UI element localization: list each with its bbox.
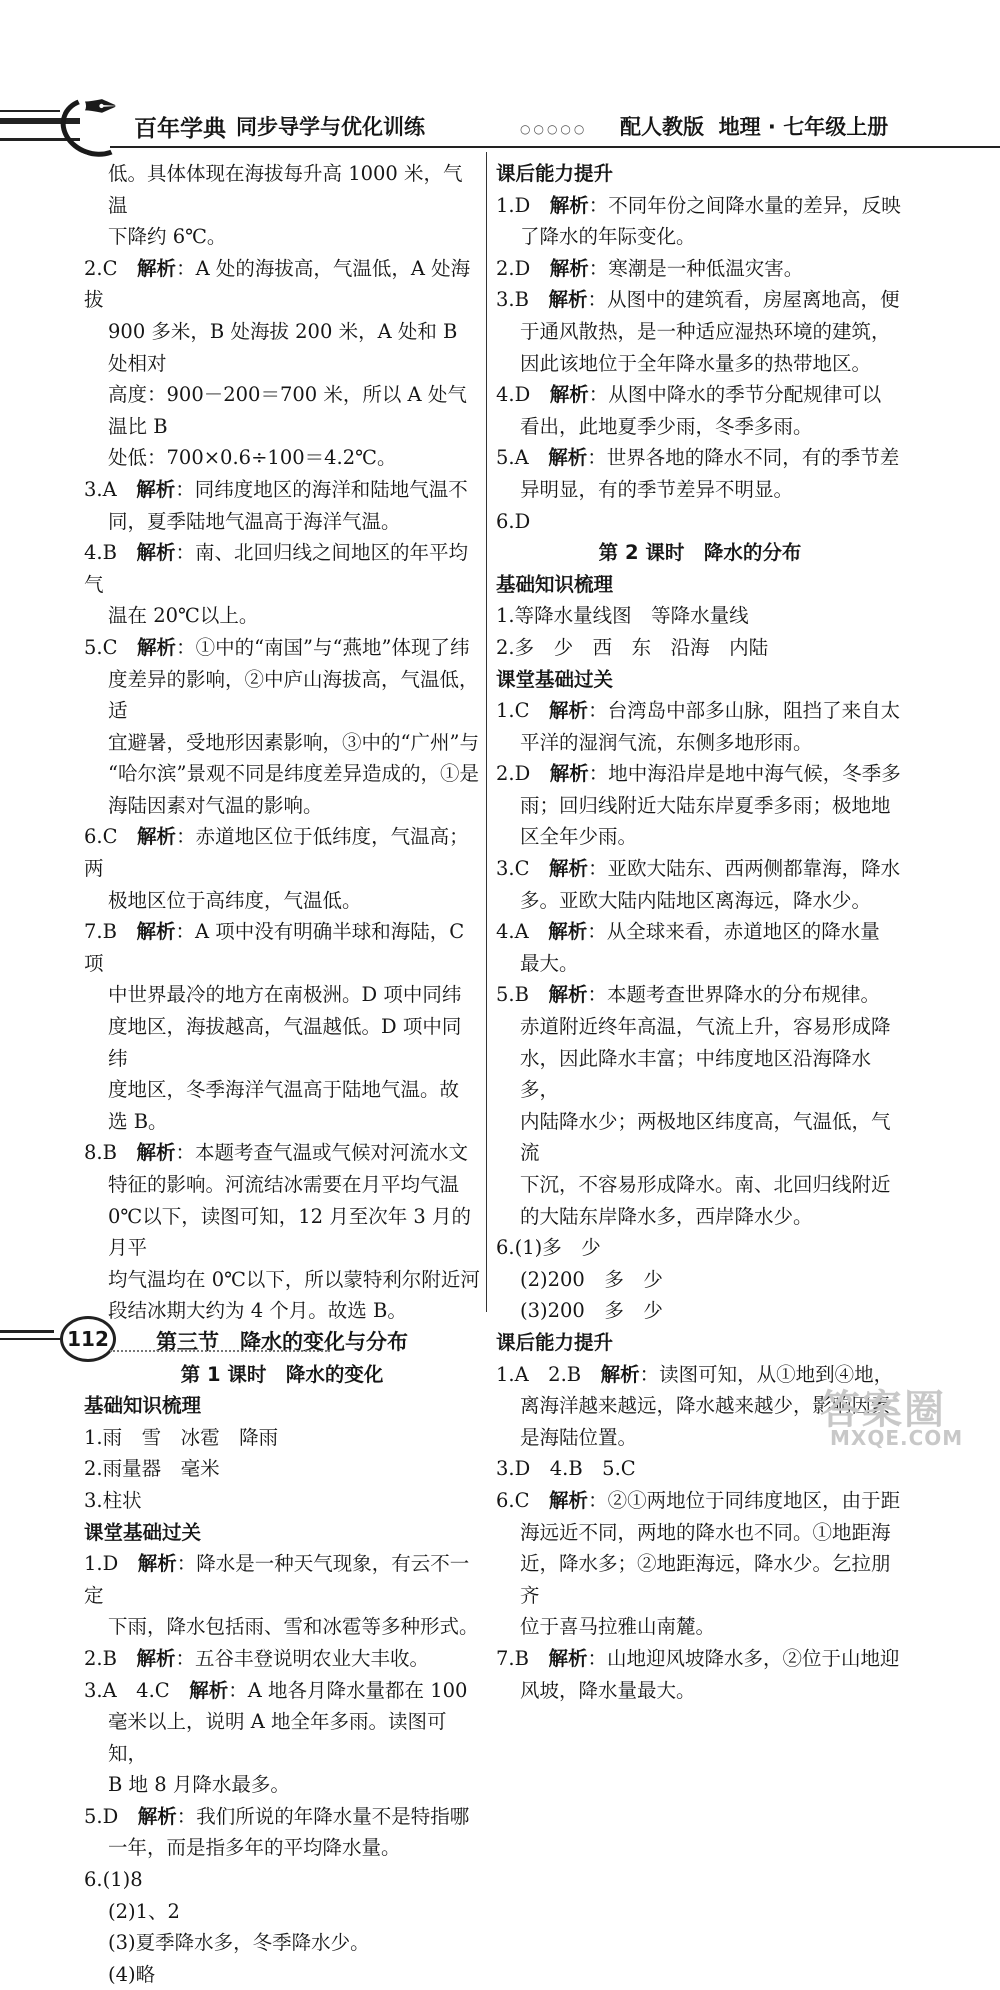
analysis-label: 解析 — [549, 383, 589, 407]
analysis-label: 解析 — [137, 635, 177, 659]
text-line: 6.(1)8 — [84, 1868, 143, 1892]
text-line: 下降约 6℃。 — [108, 225, 227, 249]
chapter-title: 第三节 降水的变化与分布 — [156, 1329, 408, 1354]
analysis-label: 解析 — [549, 857, 589, 881]
watermark-url: MXQE.COM — [830, 1426, 964, 1450]
answer-line — [84, 1137, 480, 1169]
left-column — [84, 158, 480, 1990]
answer-text: ：从图中的建筑看，房屋离地高，便 — [587, 288, 900, 312]
answer-text: ：五谷丰登说明农业大丰收。 — [175, 1646, 429, 1670]
text-line: 宜避暑，受地形因素影响，③中的“广州”与 — [108, 730, 479, 754]
answer-number: 3.C — [496, 857, 530, 881]
answer-number: 7.B — [496, 1646, 529, 1670]
answer-number: 4.B — [84, 541, 117, 565]
answer-line — [84, 1548, 480, 1611]
text-line: 2.多 少 西 东 沿海 内陆 — [496, 635, 769, 659]
answer-line — [84, 821, 480, 884]
analysis-label: 解析 — [548, 1646, 588, 1670]
text-line: 赤道附近终年高温，气流上升，容易形成降 — [520, 1015, 891, 1039]
text-line: 特征的影响。河流结冰需要在月平均气温 — [108, 1173, 460, 1196]
text-line: 同，夏季陆地气温高于海洋气温。 — [108, 509, 401, 533]
answer-number: 3.A — [84, 477, 117, 501]
answer-number: 3.B — [496, 288, 529, 312]
analysis-label: 解析 — [548, 446, 588, 470]
analysis-label: 解析 — [549, 256, 589, 280]
answer-number: 7.B — [84, 920, 117, 944]
answer-number: 2.D — [496, 256, 531, 280]
answer-number: 6.C — [496, 1488, 530, 1512]
analysis-label: 解析 — [549, 699, 589, 723]
text-line: 的大陆东岸降水多，西岸降水少。 — [520, 1204, 813, 1228]
text-line: 均气温均在 0℃以下，所以蒙特利尔附近河 — [108, 1267, 480, 1291]
text-line: (3)夏季降水多，冬季降水少。 — [108, 1931, 370, 1955]
analysis-label: 解析 — [136, 1141, 176, 1165]
answer-line — [84, 916, 480, 979]
section-heading: 基础知识梳理 — [84, 1394, 202, 1418]
answer-number: 2.B — [84, 1646, 117, 1670]
analysis-label: 解析 — [549, 1488, 589, 1512]
answer-text: ：A 处的海拔高，气温低，A 处海拔 — [84, 256, 471, 312]
text-line: 海陆因素对气温的影响。 — [108, 793, 323, 817]
answer-text: ：A 项中没有明确半球和海陆，C 项 — [84, 920, 471, 975]
header-rule — [0, 110, 60, 112]
answer-number: 3.A 4.C — [84, 1678, 170, 1702]
answer-text: ：不同年份之间降水量的差异，反映 — [588, 193, 901, 217]
text-line: 0℃以下，读图可知，12 月至次年 3 月的月平 — [108, 1204, 472, 1260]
answer-text: ：A 地各月降水量都在 100 — [228, 1678, 468, 1702]
right-column — [496, 158, 904, 1706]
answer-number: 8.B — [84, 1141, 117, 1165]
answer-line — [496, 379, 904, 411]
text-line: 雨；回归线附近大陆东岸夏季多雨；极地地 — [520, 793, 891, 817]
answer-text: ：赤道地区位于低纬度，气温高；两 — [84, 825, 469, 881]
text-line: 处低：700×0.6÷100＝4.2℃。 — [108, 446, 397, 470]
answer-text: ：世界各地的降水不同，有的季节差 — [587, 446, 900, 470]
text-line: 6.D — [496, 509, 531, 533]
section-heading: 基础知识梳理 — [496, 572, 614, 596]
text-line: 位于喜马拉雅山南麓。 — [520, 1615, 716, 1639]
text-line: 选 B。 — [108, 1109, 168, 1133]
feather-pen-icon: ✒ — [82, 82, 119, 133]
analysis-label: 解析 — [549, 193, 589, 217]
text-line: 极地区位于高纬度，气温低。 — [108, 888, 362, 912]
answer-text: ：亚欧大陆东、西两侧都靠海，降水 — [588, 857, 901, 881]
answer-line — [496, 1643, 904, 1675]
answer-number: 5.A — [496, 446, 529, 470]
answer-text: ：读图可知，从①地到④地， — [639, 1362, 894, 1386]
analysis-label: 解析 — [600, 1362, 640, 1386]
text-line: (4)略 — [108, 1962, 156, 1986]
text-line: 度差异的影响，②中庐山海拔高，气温低，适 — [108, 667, 479, 723]
answer-text: ：山地迎风坡降水多，②位于山地迎 — [587, 1646, 900, 1670]
analysis-label: 解析 — [548, 288, 588, 312]
analysis-label: 解析 — [548, 920, 588, 944]
text-line: 是海陆位置。 — [520, 1425, 638, 1449]
text-line: 了降水的年际变化。 — [520, 225, 696, 249]
answer-line — [84, 1801, 480, 1833]
answer-line — [84, 632, 480, 664]
text-line: 段结冰期大约为 4 个月。故选 B。 — [108, 1299, 407, 1323]
section-heading: 课后能力提升 — [496, 1330, 614, 1354]
analysis-label: 解析 — [189, 1678, 229, 1702]
text-line: 离海洋越来越远，降水越来越少，影响因素 — [520, 1394, 891, 1418]
answer-line — [84, 537, 480, 600]
brand-title: 百年学典 — [134, 116, 226, 142]
watermark-logo-text: 答案圈 — [820, 1387, 946, 1433]
section-heading: 课堂基础过关 — [496, 667, 614, 691]
answer-text: ：本题考查世界降水的分布规律。 — [587, 983, 880, 1007]
text-line: 900 多米，B 处海拔 200 米，A 处和 B 处相对 — [108, 319, 464, 375]
decorative-dots: ○○○○○ — [520, 122, 588, 136]
answer-line — [496, 853, 904, 885]
section-heading: 课堂基础过关 — [84, 1520, 202, 1544]
text-line: 一年，而是指多年的平均降水量。 — [108, 1836, 401, 1860]
analysis-label: 解析 — [137, 256, 177, 280]
text-line: 看出，此地夏季少雨，冬季多雨。 — [520, 414, 813, 438]
text-line: 3.柱状 — [84, 1488, 142, 1512]
answer-line — [496, 758, 904, 790]
answer-text: ：②①两地位于同纬度地区，由于距 — [588, 1488, 901, 1512]
answer-line — [496, 190, 904, 222]
analysis-label: 解析 — [136, 920, 176, 944]
answer-text: ：南、北回归线之间地区的年平均气 — [84, 541, 468, 596]
text-line: 水，因此降水丰富；中纬度地区沿海降水多， — [520, 1046, 872, 1102]
analysis-label: 解析 — [136, 477, 176, 501]
answer-number: 1.D — [84, 1552, 119, 1576]
text-line: 内陆降水少；两极地区纬度高，气温低，气流 — [520, 1109, 891, 1165]
answer-text: ：寒潮是一种低温灾害。 — [588, 256, 804, 280]
text-line: 1.等降水量线图 等降水量线 — [496, 604, 749, 628]
book-subtitle: 同步导学与优化训练 — [236, 115, 425, 139]
answer-line — [496, 916, 904, 948]
answer-text: ：①中的“南国”与“燕地”体现了纬 — [176, 635, 470, 659]
text-line: 近，降水多；②地距海远，降水少。乞拉朋齐 — [520, 1552, 891, 1607]
answer-line — [84, 474, 480, 506]
edition-label: 配人教版 地理 · 七年级上册 — [620, 115, 889, 139]
answer-number: 1.C — [496, 699, 530, 723]
answer-text: ：同纬度地区的海洋和陆地气温不 — [175, 477, 468, 501]
text-line: (2)200 多 少 — [520, 1267, 663, 1291]
column-divider — [486, 152, 487, 1312]
text-line: B 地 8 月降水最多。 — [108, 1773, 290, 1797]
analysis-label: 解析 — [136, 541, 176, 565]
answer-line — [496, 695, 904, 727]
analysis-label: 解析 — [137, 1804, 177, 1828]
text-line: (3)200 多 少 — [520, 1299, 663, 1323]
text-line: 高度：900－200＝700 米，所以 A 处气温比 B — [108, 383, 467, 438]
lesson-title: 第 1 课时 降水的变化 — [180, 1362, 384, 1386]
footer-rule-2 — [0, 1338, 60, 1340]
answer-line — [496, 284, 904, 316]
lesson-title: 第 2 课时 降水的分布 — [598, 541, 802, 565]
text-line: 3.D 4.B 5.C — [496, 1457, 636, 1481]
answer-line — [84, 1643, 480, 1675]
answer-line — [84, 253, 480, 316]
text-line: 2.雨量器 毫米 — [84, 1457, 220, 1481]
text-line: (2)1、2 — [108, 1899, 180, 1923]
answer-text: ：从全球来看，赤道地区的降水量 — [587, 920, 880, 944]
text-line: 风坡，降水量最大。 — [520, 1678, 696, 1702]
text-line: 度地区，海拔越高，气温越低。D 项中同纬 — [108, 1015, 462, 1070]
answer-number: 6.C — [84, 825, 118, 849]
page-number: 112 — [60, 1316, 116, 1362]
answer-number: 2.C — [84, 256, 118, 280]
answer-number: 1.A 2.B — [496, 1362, 582, 1386]
answer-text: ：地中海沿岸是地中海气候，冬季多 — [588, 762, 901, 786]
text-line: 下雨，降水包括雨、雪和冰雹等多种形式。 — [108, 1615, 479, 1639]
answer-line — [496, 442, 904, 474]
header-underline — [110, 146, 1000, 148]
answer-text: ：从图中降水的季节分配规律可以 — [588, 383, 882, 407]
answer-text: ：我们所说的年降水量不是特指哪 — [176, 1804, 470, 1828]
text-line: 区全年少雨。 — [520, 825, 638, 849]
footer-rule — [0, 1330, 54, 1333]
text-line: “哈尔滨”景观不同是纬度差异造成的，①是 — [108, 762, 479, 786]
answer-line — [496, 253, 904, 285]
text-line: 最大。 — [520, 951, 579, 975]
answer-number: 2.D — [496, 762, 531, 786]
text-line: 于通风散热，是一种适应湿热环境的建筑， — [520, 319, 891, 343]
text-line: 多。亚欧大陆内陆地区离海远，降水少。 — [520, 888, 872, 912]
answer-number: 4.A — [496, 920, 529, 944]
text-line: 中世界最冷的地方在南极洲。D 项中同纬 — [108, 983, 462, 1007]
analysis-label: 解析 — [137, 1552, 177, 1576]
text-line: 海远近不同，两地的降水也不同。①地距海 — [520, 1520, 891, 1544]
section-heading: 课后能力提升 — [496, 162, 614, 185]
answer-number: 5.B — [496, 983, 529, 1007]
text-line: 低。具体体现在海拔每升高 1000 米，气温 — [108, 162, 463, 217]
text-line: 毫米以上，说明 A 地全年多雨。读图可知， — [108, 1710, 447, 1765]
text-line: 异明显，有的季节差异不明显。 — [520, 477, 794, 501]
answer-number: 5.C — [84, 635, 118, 659]
text-line: 1.雨 雪 冰雹 降雨 — [84, 1425, 279, 1449]
answer-text: ：本题考查气温或气候对河流水文 — [175, 1141, 468, 1165]
analysis-label: 解析 — [548, 983, 588, 1007]
answer-line — [84, 1675, 480, 1707]
analysis-label: 解析 — [136, 1646, 176, 1670]
answer-text: ：降水是一种天气现象，有云不一定 — [84, 1552, 470, 1607]
footer-dotted-line — [110, 1350, 330, 1352]
text-line: 度地区，冬季海洋气温高于陆地气温。故 — [108, 1078, 460, 1102]
text-line: 平洋的湿润气流，东侧多地形雨。 — [520, 730, 813, 754]
answer-number: 1.D — [496, 193, 531, 217]
answer-line — [496, 1485, 904, 1517]
analysis-label: 解析 — [549, 762, 589, 786]
answer-line — [496, 979, 904, 1011]
answer-text: ：台湾岛中部多山脉，阻挡了来自太 — [588, 699, 901, 723]
answer-number: 4.D — [496, 383, 531, 407]
text-line: 6.(1)多 少 — [496, 1236, 601, 1260]
answer-number: 5.D — [84, 1804, 119, 1828]
watermark — [820, 1378, 995, 1453]
text-line: 温在 20℃以上。 — [108, 604, 259, 628]
analysis-label: 解析 — [137, 825, 177, 849]
text-line: 下沉，不容易形成降水。南、北回归线附近 — [520, 1173, 891, 1196]
text-line: 因此该地位于全年降水量多的热带地区。 — [520, 351, 872, 375]
